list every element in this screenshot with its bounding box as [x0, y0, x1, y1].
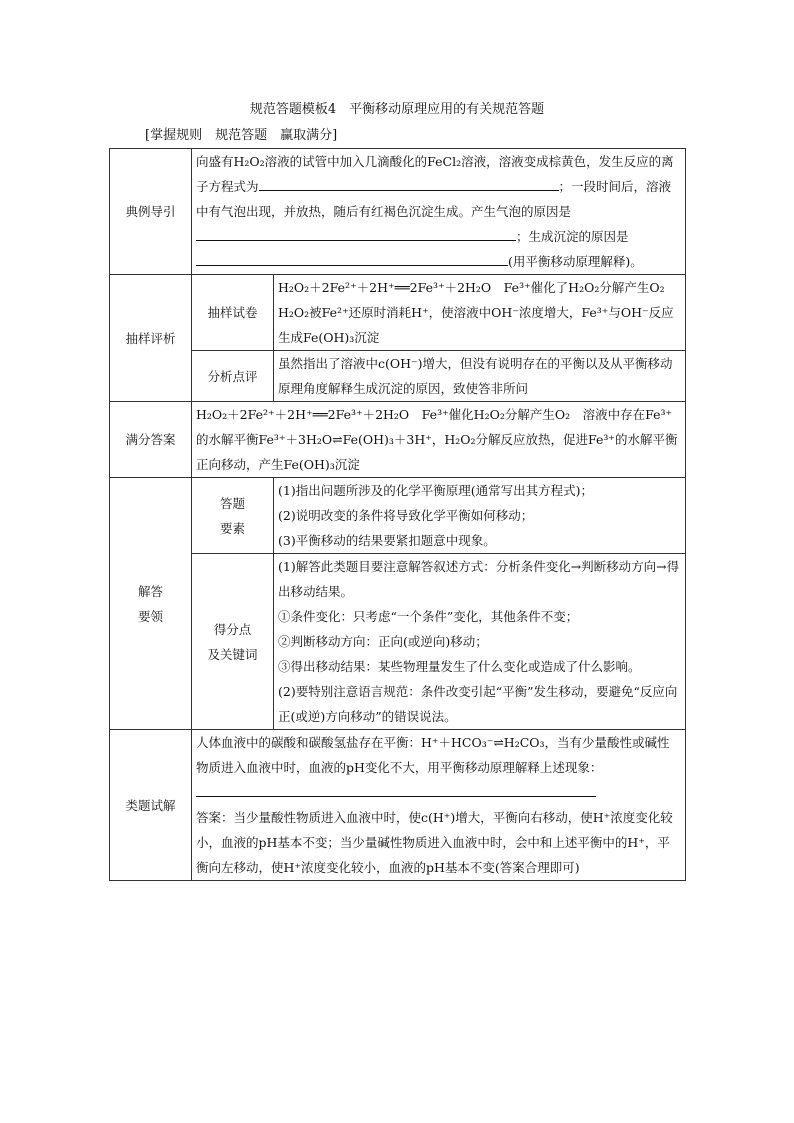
full-answer-text: H₂O₂＋2Fe²⁺＋2H⁺══2Fe³⁺＋2H₂O Fe³⁺催化H₂O₂分解产生O₂ 溶液中存在Fe³⁺的水解平衡Fe³⁺＋3H₂O⇌Fe(OH)₃＋3H⁺，H₂O₂分解反应放热，促进Fe³⁺的水解平衡正向移动，产生Fe(OH)₃沉淀: [192, 402, 686, 478]
list-item: (2)要特别注意语言规范：条件改变引起“平衡”发生移动，要避免“反应向正(或逆)方向移动”的错误说法。: [278, 684, 678, 724]
example-label: 典例导引: [110, 149, 192, 275]
list-item: ①条件变化：只考虑“一个条件”变化，其他条件不变；: [278, 609, 579, 624]
row-full-answer: [110, 402, 686, 478]
row-guide-keywords: [110, 554, 686, 730]
example-content: [192, 149, 686, 275]
row-practice: [110, 730, 686, 881]
sample-comment-label: 分析点评: [192, 351, 274, 402]
answer-blank-2: [196, 226, 516, 241]
list-item: (2)说明改变的条件将导致化学平衡如何移动；: [278, 508, 534, 523]
row-sample-comment: [110, 351, 686, 402]
list-item: ②判断移动方向：正向(或逆向)移动；: [278, 634, 488, 649]
example-text-2: ；一段时间后，溶液中有气泡出现，并放热，随后有红褐色沉淀生成。产生气泡的原因是: [196, 179, 672, 219]
answer-blank-3: [196, 251, 508, 266]
answer-blank-4: [196, 782, 596, 797]
list-item: (3)平衡移动的结果要紧扣题意中现象。: [278, 533, 496, 548]
guide-elements-content: [274, 478, 686, 554]
guide-keywords-content: [274, 554, 686, 730]
practice-label: 类题试解: [110, 730, 192, 881]
list-item: (1)解答此类题目要注意解答叙述方式：分析条件变化→判断移动方向→得出移动结果。: [278, 559, 680, 599]
sample-paper-text: H₂O₂＋2Fe²⁺＋2H⁺══2Fe³⁺＋2H₂O Fe³⁺催化了H₂O₂分解产生O₂ H₂O₂被Fe²⁺还原时消耗H⁺，使溶液中OH⁻浓度增大，Fe³⁺与OH⁻反应生成Fe(OH)₃沉淀: [274, 275, 686, 351]
example-text-3: ；生成沉淀的原因是: [516, 229, 629, 244]
guide-keywords-label: 得分点 及关键词: [192, 554, 274, 730]
row-sample-paper: [110, 275, 686, 351]
example-text-4: (用平衡移动原理解释)。: [508, 254, 643, 269]
practice-answer: 答案：当少量酸性物质进入血液中时，使c(H⁺)增大，平衡向右移动，使H⁺浓度变化较小，血液的pH基本不变；当少量碱性物质进入血液中时，会中和上述平衡中的H⁺，平衡向左移动，使H⁺浓度变化较小，血液的pH基本不变(答案合理即可): [196, 810, 673, 875]
example-text-1: 向盛有H₂O₂溶液的试管中加入几滴酸化的FeCl₂溶液，溶液变成棕黄色，发生反应的离子方程式为: [196, 154, 674, 194]
sample-comment-text: 虽然指出了溶液中c(OH⁻)增大，但没有说明存在的平衡以及从平衡移动原理角度解释生成沉淀的原因，致使答非所问: [274, 351, 686, 402]
row-guide-elements: [110, 478, 686, 554]
sample-label: 抽样评析: [110, 275, 192, 402]
row-example: [110, 149, 686, 275]
guide-label: 解答 要领: [110, 478, 192, 730]
list-item: (1)指出问题所涉及的化学平衡原理(通常写出其方程式)；: [278, 483, 593, 498]
list-item: ③得出移动结果：某些物理量发生了什么变化或造成了什么影响。: [278, 659, 641, 674]
page-title: 规范答题模板4 平衡移动原理应用的有关规范答题: [249, 102, 545, 117]
practice-question: 人体血液中的碳酸和碳酸氢盐存在平衡：H⁺＋HCO₃⁻⇌H₂CO₃，当有少量酸性或碱性物质进入血液中时，血液的pH变化不大，用平衡移动原理解释上述现象：: [196, 735, 670, 775]
sample-paper-label: 抽样试卷: [192, 275, 274, 351]
practice-content: [192, 730, 686, 881]
answer-blank-1: [259, 176, 559, 191]
full-answer-label: 满分答案: [110, 402, 192, 478]
page-subtitle: [掌握规则 规范答题 赢取满分]: [145, 128, 338, 143]
guide-elements-label: 答题 要素: [192, 478, 274, 554]
answer-template-table: [109, 148, 686, 881]
